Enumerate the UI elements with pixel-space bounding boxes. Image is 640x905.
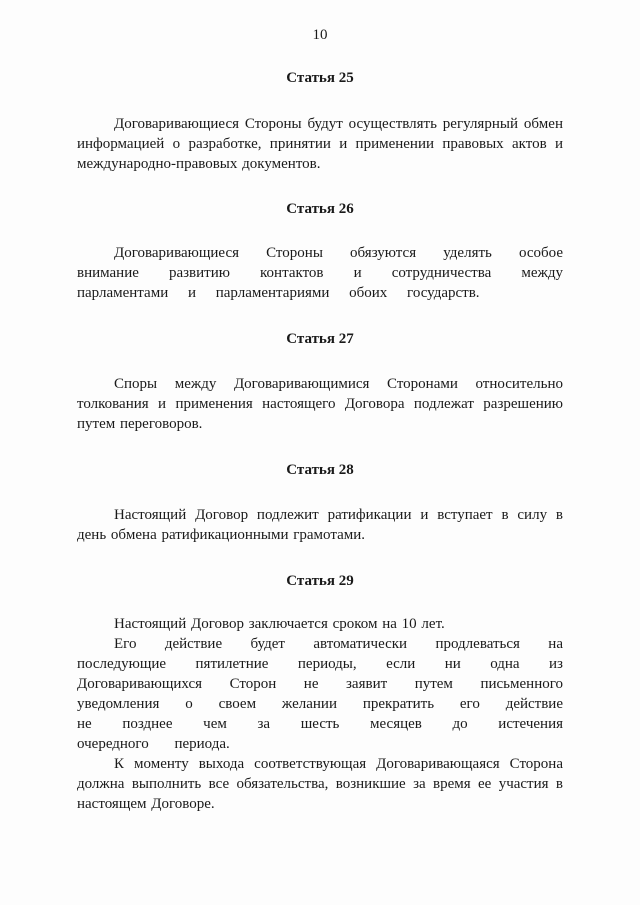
article-29-paragraph-1: Настоящий Договор заключается сроком на 10 лет. <box>114 616 445 632</box>
document-body <box>77 62 563 814</box>
article-29-title: Статья 29 <box>286 573 354 589</box>
article-28-paragraph: Настоящий Договор подлежит ратификации и вступает в силу в день обмена ратификационными грамотами. <box>77 507 563 543</box>
article-25-paragraph: Договаривающиеся Стороны будут осуществлять регулярный обмен информацией о разработке, принятии и применении правовых актов и международно-правовых документов. <box>77 116 563 172</box>
article-28-title: Статья 28 <box>286 462 354 478</box>
article-29-paragraph-3: К моменту выхода соответствующая Договаривающаяся Сторона должна выполнить все обязательства, возникшие за время ее участия в настоящем Договоре. <box>77 756 563 812</box>
article-26-paragraph: Договаривающиеся Стороны обязуются уделять особое внимание развитию контактов и сотрудничества между парламентами и парламентариями обоих государств. <box>77 245 563 301</box>
page-number: 10 <box>312 27 328 43</box>
article-26-title: Статья 26 <box>286 201 354 217</box>
article-27-title: Статья 27 <box>286 331 354 347</box>
article-27-paragraph: Споры между Договаривающимися Сторонами относительно толкования и применения настоящего Договора подлежат разрешению путем переговоров. <box>77 376 563 432</box>
article-29-paragraph-2: Его действие будет автоматически продлеваться на последующие пятилетние периоды, если ни одна из Договаривающихся Сторон не заявит путем письменного уведомления о своем желании прекратить его действие не позднее чем за шесть месяцев до истечения очередного периода. <box>77 636 563 752</box>
article-25-title: Статья 25 <box>286 70 354 86</box>
